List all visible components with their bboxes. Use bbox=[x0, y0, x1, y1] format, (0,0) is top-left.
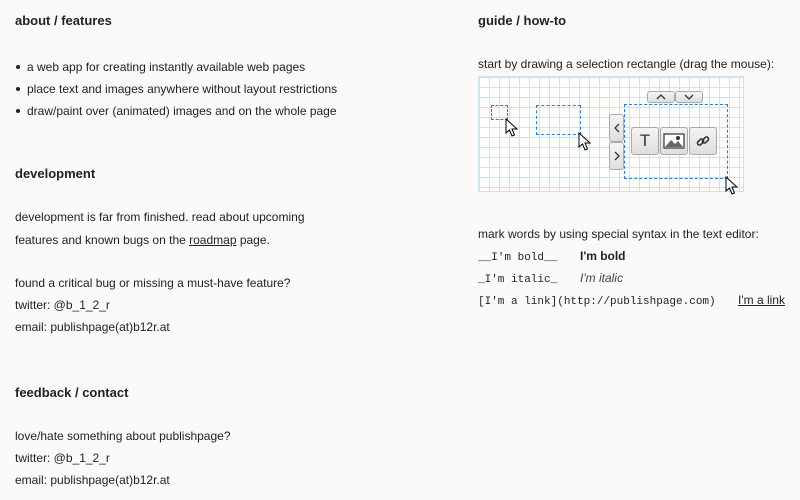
twitter-text: twitter: @b_1_2_r bbox=[15, 298, 110, 312]
bug-question-text: found a critical bug or missing a must-have feature? bbox=[15, 276, 291, 290]
result-bold: I'm bold bbox=[580, 249, 626, 263]
markup-intro-text: mark words by using special syntax in the text editor: bbox=[478, 227, 759, 241]
chevron-left-icon bbox=[614, 123, 620, 133]
selection-demo-illustration bbox=[478, 76, 744, 192]
move-left-button[interactable] bbox=[609, 114, 624, 142]
chevron-up-icon bbox=[656, 94, 666, 100]
move-right-button[interactable] bbox=[609, 142, 624, 170]
list-item: draw/paint over (animated) images and on the whole page bbox=[27, 100, 337, 122]
chevron-down-icon bbox=[684, 94, 694, 100]
move-down-button[interactable] bbox=[675, 91, 703, 103]
development-text-prefix: features and known bugs on the bbox=[15, 233, 190, 247]
list-item: place text and images anywhere without layout restrictions bbox=[27, 78, 337, 100]
email-text: email: publishpage(at)b12r.at bbox=[15, 473, 170, 487]
example-link-row bbox=[478, 293, 785, 309]
example-bold-row bbox=[478, 249, 626, 265]
guide-intro-text: start by drawing a selection rectangle (drag the mouse): bbox=[478, 57, 775, 71]
link-icon bbox=[695, 133, 711, 149]
selection-rect-medium bbox=[536, 105, 581, 135]
email-text: email: publishpage(at)b12r.at bbox=[15, 320, 170, 334]
development-text-line2 bbox=[15, 233, 270, 247]
feedback-heading: feedback / contact bbox=[15, 385, 129, 400]
image-icon bbox=[663, 133, 685, 149]
list-item: a web app for creating instantly available web pages bbox=[27, 56, 337, 78]
about-heading: about / features bbox=[15, 13, 112, 28]
syntax-italic: _I'm italic_ bbox=[478, 274, 558, 286]
development-text-line1: development is far from finished. read about upcoming bbox=[15, 210, 305, 224]
roadmap-link[interactable]: roadmap bbox=[189, 233, 237, 247]
development-text-suffix: page. bbox=[236, 233, 270, 247]
result-italic: I'm italic bbox=[580, 271, 623, 285]
insert-text-button[interactable] bbox=[631, 127, 659, 155]
chevron-right-icon bbox=[614, 151, 620, 161]
move-up-button[interactable] bbox=[647, 91, 675, 103]
feedback-text: love/hate something about publishpage? bbox=[15, 429, 231, 443]
insert-link-button[interactable] bbox=[689, 127, 717, 155]
result-link[interactable]: I'm a link bbox=[738, 293, 785, 307]
development-heading: development bbox=[15, 166, 96, 181]
example-italic-row bbox=[478, 271, 623, 287]
guide-heading: guide / how-to bbox=[478, 13, 567, 28]
insert-image-button[interactable] bbox=[660, 127, 688, 155]
syntax-bold: __I'm bold__ bbox=[478, 252, 558, 264]
text-icon: T bbox=[639, 131, 651, 150]
features-list bbox=[15, 56, 337, 122]
syntax-link: [I'm a link](http://publishpage.com) bbox=[478, 296, 716, 308]
twitter-text: twitter: @b_1_2_r bbox=[15, 451, 110, 465]
